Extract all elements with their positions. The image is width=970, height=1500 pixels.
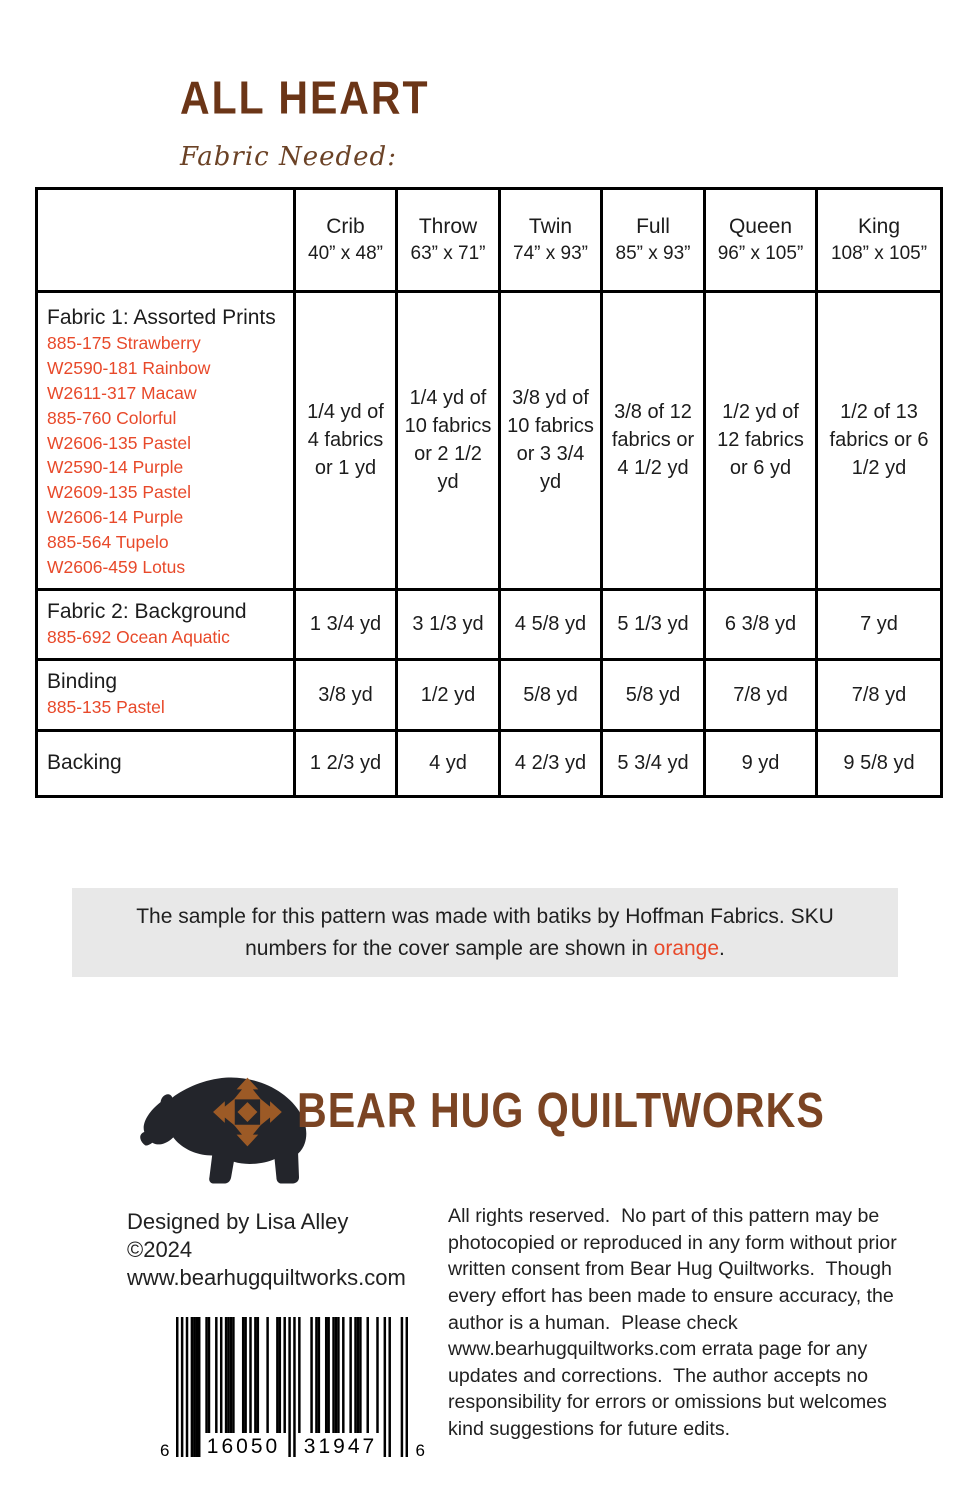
size-name: Throw [418,215,478,238]
table-row-binding [37,659,942,730]
header-twin [500,189,602,292]
fabric-requirements-table [35,187,943,798]
header-throw [397,189,500,292]
copyright-text: ©2024 [127,1237,193,1263]
yardage-cell: 1/4 yd of 4 fabrics or 1 yd [295,292,397,590]
barcode-right-digit: 6 [415,1441,425,1460]
sample-notice-box [72,888,898,977]
table-row-backing [37,730,942,796]
notice-after: . [719,936,725,960]
yardage-cell: 9 yd [705,730,817,796]
notice-orange-word: orange [653,936,720,960]
row-label: Fabric 2: Background [47,599,247,623]
sku-item: 885-564 Tupelo [47,532,169,552]
header-empty-cell [37,189,295,292]
size-dims: 74” x 93” [513,243,588,265]
yardage-cell: 5 3/4 yd [602,730,705,796]
fabric1-label-cell [37,292,295,590]
table-row-fabric1 [37,292,942,590]
header-full [602,189,705,292]
brand-name: BEAR HUG QUILTWORKS [297,1082,825,1138]
yardage-cell: 7/8 yd [817,659,942,730]
rights-paragraph: All rights reserved. No part of this pattern may be photocopied or reproduced in any form without prior written consent from Bear Hug Quiltworks. Though every effort has been made to ensure accuracy, the author is a human. Please check www.bearhugquiltworks.com errata page for any updates and corrections. The author accepts no responsibility for errors or omissions but welcomes kind suggestions for future edits. [448,1205,903,1441]
fabric1-sku-list [47,331,287,579]
size-dims: 63” x 71” [410,243,486,265]
page-title: ALL HEART [180,72,430,124]
yardage-cell: 3/8 yd [295,659,397,730]
yardage-cell: 3/8 yd of 10 fabrics or 3 3/4 yd [500,292,602,590]
backing-label-cell [37,730,295,796]
fabric2-label-cell [37,589,295,659]
yardage-cell: 7/8 yd [705,659,817,730]
yardage-cell: 1/4 yd of 10 fabrics or 2 1/2 yd [397,292,500,590]
yardage-cell: 3/8 of 12 fabrics or 4 1/2 yd [602,292,705,590]
upc-barcode [160,1317,425,1460]
header-queen [705,189,817,292]
binding-label-cell [37,659,295,730]
header-king [817,189,942,292]
sample-notice-text [105,901,865,965]
row-label: Fabric 1: Assorted Prints [47,306,276,329]
fabric-needed-label: Fabric Needed: [180,142,397,172]
size-dims: 40” x 48” [308,243,383,265]
header-crib [295,189,397,292]
yardage-cell: 1 3/4 yd [295,589,397,659]
sku-item: 885-175 Strawberry [47,333,201,354]
yardage-cell: 1 2/3 yd [295,730,397,796]
yardage-cell: 6 3/8 yd [705,589,817,659]
yardage-cell: 4 2/3 yd [500,730,602,796]
yardage-cell: 1/2 yd of 12 fabrics or 6 yd [705,292,817,590]
size-name: Twin [528,215,573,238]
sku-item: 885-760 Colorful [47,407,177,428]
size-name: Full [636,215,670,238]
yardage-cell: 7 yd [817,589,942,659]
size-name: Crib [326,215,365,238]
size-name: King [857,215,901,238]
yardage-cell: 5/8 yd [602,659,705,730]
yardage-cell: 1/2 of 13 fabrics or 6 1/2 yd [817,292,942,590]
table-header-row [37,189,942,292]
designed-by-text: Designed by Lisa Alley [127,1209,349,1234]
sku-item: W2606-459 Lotus [47,556,186,577]
size-dims: 85” x 93” [615,243,691,265]
yardage-cell: 1/2 yd [397,659,500,730]
yardage-cell: 4 yd [397,730,500,796]
sku-item: W2590-14 Purple [47,457,184,478]
sku-item: W2606-14 Purple [47,507,184,528]
row-label: Binding [47,670,118,694]
size-dims: 108” x 105” [830,243,928,265]
table-row-fabric2 [37,589,942,659]
yardage-cell: 5 1/3 yd [602,589,705,659]
barcode-left-digit: 6 [160,1441,170,1460]
size-name: Queen [728,215,793,238]
website-text: www.bearhugquiltworks.com [127,1265,406,1291]
notice-before: The sample for this pattern was made with batiks by Hoffman Fabrics. SKU numbers for the cover sample are shown in [136,904,834,960]
sku-item: W2609-135 Pastel [47,482,191,503]
sku-item: 885-692 Ocean Aquatic [47,626,230,647]
sku-item: 885-135 Pastel [47,697,165,718]
row-label: Backing [47,751,122,775]
sku-item: W2590-181 Rainbow [47,358,211,379]
sku-item: W2606-135 Pastel [47,432,191,453]
yardage-cell: 9 5/8 yd [817,730,942,796]
sku-item: W2611-317 Macaw [47,382,197,403]
yardage-cell: 5/8 yd [500,659,602,730]
bear-logo-icon [128,1052,318,1197]
size-dims: 96” x 105” [717,243,804,265]
barcode-group2: 31947 [303,1435,378,1458]
yardage-cell: 4 5/8 yd [500,589,602,659]
yardage-cell: 3 1/3 yd [397,589,500,659]
barcode-group1: 16050 [206,1435,281,1458]
credits-block [127,1208,406,1292]
